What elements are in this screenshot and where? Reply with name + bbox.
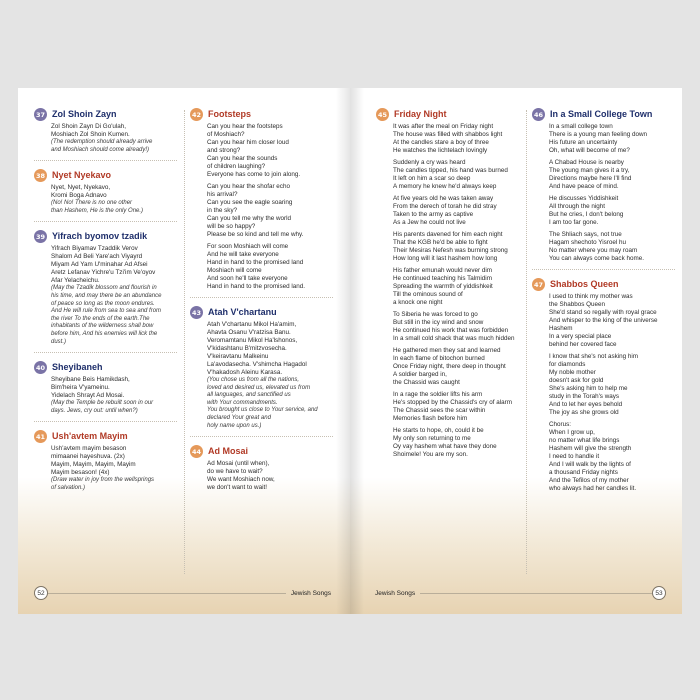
- lyric-line: A Chabad House is nearby: [549, 159, 624, 166]
- lyric-line: Bim'heira V'yameinu.: [51, 384, 110, 392]
- lyric-line: We want Moshiach now,: [207, 476, 275, 484]
- lyric-line: V'hakadosh Aleinu Karasa.: [207, 369, 283, 376]
- lyric-line: Moshiach will come: [207, 267, 262, 274]
- song-lyrics: [190, 460, 333, 492]
- left-page: [18, 88, 350, 614]
- lyric-line: behind her covered face: [549, 341, 617, 348]
- lyric-line: I need to handle it: [549, 453, 600, 460]
- lyric-line: Everyone has come to join along.: [207, 171, 301, 178]
- song-lyrics: [376, 123, 519, 459]
- lyric-line: Mayim besason! (4x): [51, 469, 110, 477]
- translation-line: all languages, and sanctified us: [207, 392, 291, 399]
- lyric-line: Their Mesiras Nefesh was burning strong: [393, 247, 508, 254]
- song-lyrics: [34, 445, 177, 492]
- song-title: Yifrach byomov tzadik: [52, 230, 148, 241]
- lyric-line: His future an uncertainty: [549, 139, 618, 146]
- lyric-line: And have peace of mind.: [549, 183, 619, 190]
- lyric-line: In a small cold shack that was much hidden: [393, 335, 515, 342]
- lyric-line: The Shliach says, not true: [549, 231, 622, 238]
- translation-line: the river To the ends of the earth.The: [51, 315, 150, 322]
- translation-line: (May the Temple be rebuilt soon in our: [51, 400, 154, 407]
- lyric-line: Veromamtanu Mikol Ha'lshonos,: [207, 337, 298, 344]
- lyric-line: That the KGB he'd be able to fight: [393, 239, 488, 246]
- right-page: [350, 88, 682, 614]
- lyric-line: the Chassid was caught: [393, 379, 460, 386]
- song-number: 39: [34, 230, 47, 243]
- lyric-line: In each flame of bitochon burned: [393, 355, 485, 362]
- lyric-line: Hagam shechoto Yisroel hu: [549, 239, 627, 246]
- lyric-line: Can you tell me why the world: [207, 215, 291, 222]
- song-title: Nyet Nyekavo: [52, 169, 112, 180]
- lyric-line: Oy vay hashem what have they done: [393, 443, 497, 450]
- song: [190, 445, 333, 498]
- lyric-line: When I grow up,: [549, 429, 595, 436]
- lyric-line: My only son returning to me: [393, 435, 471, 442]
- lyric-line: My noble mother: [549, 369, 596, 376]
- translation-line: of peace so long as the moon endures.: [51, 300, 155, 307]
- lyric-line: And he will take everyone: [207, 251, 279, 258]
- translation-line: than Hashem, He is the only One.): [51, 207, 144, 214]
- lyric-line: A memory he knew he'd always keep: [393, 183, 497, 190]
- lyric-line: who always had her candles lit.: [549, 485, 637, 492]
- footer-label: Jewish Songs: [375, 589, 416, 597]
- lyric-line: in the sky?: [207, 207, 238, 214]
- song-number: 47: [532, 278, 545, 291]
- translation-line: and Moshiach should come already!): [51, 146, 150, 153]
- song-lyrics: [532, 293, 675, 493]
- lyric-line: From the derech of torah he did stray: [393, 203, 497, 210]
- song-title: Shabbos Queen: [550, 278, 619, 289]
- lyric-line: V'keiravtanu Malkeinu: [207, 353, 269, 360]
- lyric-line: of children laughing?: [207, 163, 266, 170]
- translation-line: (Draw water in joy from the wellsprings: [51, 477, 155, 484]
- lyric-line: will be so happy?: [207, 223, 256, 230]
- lyric-line: Can you see the eagle soaring: [207, 199, 293, 206]
- song: [34, 430, 177, 498]
- lyric-line: Kromi Boga Adnavo: [51, 192, 107, 200]
- lyric-line: Aretz Lefanav Yichre'u Tzi'im Ve'oyov: [51, 269, 156, 277]
- lyric-line: Afar Yelacheichu.: [51, 277, 100, 285]
- song-title: Atah V'chartanu: [208, 306, 277, 317]
- lyric-line: She's asking him to help me: [549, 385, 628, 392]
- lyric-line: study in the Torah's ways: [549, 393, 620, 400]
- lyric-line: At five years old he was taken away: [393, 195, 494, 202]
- song-title: In a Small College Town: [550, 108, 653, 119]
- lyric-line: He discusses Yiddishkeit: [549, 195, 619, 202]
- lyric-line: The house was filled with shabbos light: [393, 131, 503, 138]
- lyric-line: Memories flash before him: [393, 415, 468, 422]
- page-number: 52: [34, 586, 48, 600]
- lyric-line: As a Jew he could not live: [393, 219, 466, 226]
- lyric-line: There is a young man feeling down: [549, 131, 648, 138]
- lyric-line: In a rage the soldier lifts his arm: [393, 391, 483, 398]
- lyric-line: Mayim, Mayim, Mayim, Mayim: [51, 461, 136, 469]
- left-footer: [34, 586, 336, 600]
- left-column-2: [190, 108, 333, 506]
- translation-line: (You chose us from all the nations,: [207, 377, 300, 383]
- song-header: [34, 430, 177, 443]
- song: [190, 306, 333, 437]
- song-lyrics: [34, 123, 177, 154]
- lyric-line: At the candles stare a boy of three: [393, 139, 489, 146]
- lyric-line: His parents davened for him each night: [393, 231, 503, 238]
- lyric-line: of Moshiach?: [207, 131, 245, 138]
- song-lyrics: [190, 123, 333, 291]
- lyric-line: Ush'avtem mayim besason: [51, 445, 127, 453]
- lyric-line: Spreading the warmth of yiddishkeit: [393, 283, 493, 290]
- song: [532, 108, 675, 270]
- song-header: [34, 108, 177, 121]
- lyric-line: All through the night: [549, 203, 606, 210]
- lyric-line: He's stopped by the Chassid's cry of alarm: [393, 399, 512, 406]
- song: [34, 108, 177, 161]
- lyric-line: For soon Moshiach will come: [207, 243, 289, 250]
- song-lyrics: [34, 376, 177, 415]
- song-header: [190, 306, 333, 319]
- song-lyrics: [34, 245, 177, 346]
- lyric-line: the Shabbos Queen: [549, 301, 606, 308]
- lyric-line: a knock one night: [393, 299, 443, 306]
- right-column-1: [376, 108, 519, 473]
- lyric-line: In a small college town: [549, 123, 613, 130]
- lyric-line: Hand in hand to the promised land.: [207, 283, 306, 290]
- translation-line: (The redemption should already arrive: [51, 139, 153, 145]
- right-footer: [370, 586, 666, 600]
- lyric-line: A soldier barged in,: [393, 371, 447, 378]
- song-title: Ad Mosai: [208, 445, 249, 456]
- translation-line: (No! No! There is no one other: [51, 200, 133, 207]
- song-header: [190, 108, 333, 121]
- song-header: [34, 230, 177, 243]
- lyric-line: Taken to the army as captive: [393, 211, 474, 218]
- song-header: [190, 445, 333, 458]
- song-title: Sheyibaneh: [52, 361, 103, 372]
- lyric-line: Chorus:: [549, 421, 572, 428]
- lyric-line: But still in the icy wind and snow: [393, 319, 484, 326]
- translation-line: declared Your great and: [207, 414, 271, 421]
- lyric-line: His father emunah would never dim: [393, 267, 493, 274]
- song-lyrics: [34, 184, 177, 215]
- song-number: 41: [34, 430, 47, 443]
- lyric-line: I used to think my mother was: [549, 293, 633, 300]
- page-number: 53: [652, 586, 666, 600]
- lyric-line: Can you hear the shofar echo: [207, 183, 290, 190]
- translation-line: his time, and may there be an abundance: [51, 292, 162, 299]
- lyric-line: no matter what life brings: [549, 437, 620, 444]
- song-header: [532, 278, 675, 291]
- lyric-line: Hand in hand to the promised land: [207, 259, 304, 266]
- lyric-line: V'kidashtanu B'mitzvosecha.: [207, 345, 287, 352]
- lyric-line: and strong?: [207, 147, 241, 154]
- song-title: Footsteps: [208, 108, 252, 119]
- song: [532, 278, 675, 499]
- translation-line: dust.): [51, 338, 67, 345]
- lyric-line: Suddenly a cry was heard: [393, 159, 466, 166]
- song-number: 42: [190, 108, 203, 121]
- lyric-line: And soon he'll take everyone: [207, 275, 288, 282]
- lyric-line: Can you hear him closer loud: [207, 139, 289, 146]
- song: [34, 169, 177, 222]
- lyric-line: Hashem: [549, 325, 573, 332]
- song-lyrics: [190, 321, 333, 430]
- lyric-line: Zol Shoin Zayn Di Go'ulah,: [51, 123, 127, 130]
- lyric-line: But he cries, I don't belong: [549, 211, 624, 218]
- lyric-line: I am too far gone.: [549, 219, 599, 226]
- lyric-line: She'd stand so regally with royal grace: [549, 309, 657, 316]
- lyric-line: To Siberia he was forced to go: [393, 311, 478, 318]
- song-header: [376, 108, 519, 121]
- lyric-line: Ad Mosai (until when),: [207, 460, 270, 468]
- lyric-line: He gathered men they sat and learned: [393, 347, 501, 354]
- lyric-line: a thousand Friday nights: [549, 469, 618, 476]
- lyric-line: He watches the lichtelach lovingly: [393, 147, 488, 154]
- song-header: [34, 361, 177, 374]
- lyric-line: The Chassid sees the scar within: [393, 407, 486, 414]
- lyric-line: You can always come back home.: [549, 255, 644, 262]
- translation-line: of salvation.): [51, 484, 86, 491]
- lyric-line: Once Friday night, there deep in thought: [393, 363, 506, 370]
- lyric-line: his arrival?: [207, 191, 238, 198]
- translation-line: inhabitants of the wilderness shall bow: [51, 323, 154, 330]
- booklet-spread: [18, 88, 682, 614]
- translation-line: days. Jews, cry out: until when?): [51, 407, 138, 414]
- translation-line: loved and desired us, elevated us from: [207, 384, 311, 391]
- song: [376, 108, 519, 465]
- song-lyrics: [532, 123, 675, 263]
- lyric-line: Yidelach Shrayt Ad Mosai.: [51, 392, 125, 400]
- lyric-line: The joy as she grows old: [549, 409, 619, 416]
- song-header: [532, 108, 675, 121]
- lyric-line: Nyet, Nyet, Nyekavo,: [51, 184, 111, 192]
- song-number: 40: [34, 361, 47, 374]
- lyric-line: Shoimele! You are my son.: [393, 451, 468, 458]
- translation-line: with Your commandments.: [207, 399, 278, 406]
- lyric-line: Shalom Ad Beli Yare'ach Viyayrd: [51, 253, 143, 261]
- lyric-line: Moshiach Zol Shoin Kumen.: [51, 131, 130, 138]
- lyric-line: No matter where you may roam: [549, 247, 638, 254]
- lyric-line: Sheyibane Beis Hamikdash,: [51, 376, 130, 384]
- song-number: 38: [34, 169, 47, 182]
- lyric-line: And I will walk by the lights of: [549, 461, 631, 468]
- lyric-line: Hashem will give the strength: [549, 445, 632, 452]
- lyric-line: Directions maybe here I'll find: [549, 175, 632, 182]
- lyric-line: mimaanei hayeshuva. (2x): [51, 453, 125, 461]
- lyric-line: we don't want to wait!: [207, 484, 268, 492]
- song: [34, 230, 177, 353]
- lyric-line: He continued teaching his Talmidim: [393, 275, 492, 282]
- footer-label: Jewish Songs: [290, 589, 331, 597]
- song-number: 44: [190, 445, 203, 458]
- lyric-line: doesn't ask for gold: [549, 377, 604, 384]
- lyric-line: He continued his work that was forbidden: [393, 327, 509, 334]
- lyric-line: Oh, what will become of me?: [549, 147, 630, 154]
- song-title: Friday Night: [394, 108, 447, 119]
- lyric-line: It was after the meal on Friday night: [393, 123, 494, 130]
- song-header: [34, 169, 177, 182]
- lyric-line: He starts to hope, oh, could it be: [393, 427, 484, 434]
- lyric-line: I know that she's not asking him: [549, 353, 639, 360]
- song-number: 45: [376, 108, 389, 121]
- song: [34, 361, 177, 422]
- lyric-line: for diamonds: [549, 361, 586, 368]
- lyric-line: The candles tipped, his hand was burned: [393, 167, 508, 174]
- song: [190, 108, 333, 298]
- song-number: 46: [532, 108, 545, 121]
- left-column-1: [34, 108, 177, 507]
- song-title: Zol Shoin Zayn: [52, 108, 117, 119]
- lyric-line: And whisper to the king of the universe: [549, 317, 658, 324]
- translation-line: (May the Tzadik blossom and flourish in: [51, 285, 157, 292]
- translation-line: You brought us close to Your service, and: [207, 407, 318, 414]
- lyric-line: The young man gives it a try,: [549, 167, 630, 174]
- lyric-line: Atah V'chartanu Mikol Ha'amim,: [207, 321, 297, 328]
- translation-line: before him, And his enemies will lick the: [51, 330, 158, 337]
- lyric-line: Yifrach Biyamav Tzaddik Verov: [51, 245, 138, 253]
- lyric-line: La'avodasecha. V'shimcha Hagadol: [207, 361, 307, 368]
- translation-line: And He will rule from sea to sea and from: [51, 308, 162, 315]
- lyric-line: How long will it last hashem how long: [393, 255, 498, 262]
- lyric-line: In a very special place: [549, 333, 612, 340]
- lyric-line: It left on him a scar so deep: [393, 175, 471, 182]
- lyric-line: Miyam Ad Yam U'minahar Ad Afsei: [51, 261, 148, 269]
- lyric-line: And to let her eyes behold: [549, 401, 623, 408]
- lyric-line: Ahavta Osanu V'ratzisa Banu.: [207, 329, 291, 336]
- song-number: 37: [34, 108, 47, 121]
- song-title: Ush'avtem Mayim: [52, 430, 128, 441]
- lyric-line: Till the ominous sound of: [393, 291, 463, 298]
- right-column-2: [532, 108, 675, 507]
- lyric-line: And the Tefilos of my mother: [549, 477, 629, 484]
- lyric-line: do we have to wait?: [207, 468, 263, 476]
- lyric-line: Please be so kind and tell me why.: [207, 231, 304, 238]
- translation-line: holy name upon us.): [207, 422, 262, 429]
- lyric-line: Can you hear the footsteps: [207, 123, 283, 130]
- song-number: 43: [190, 306, 203, 319]
- lyric-line: Can you hear the sounds: [207, 155, 278, 162]
